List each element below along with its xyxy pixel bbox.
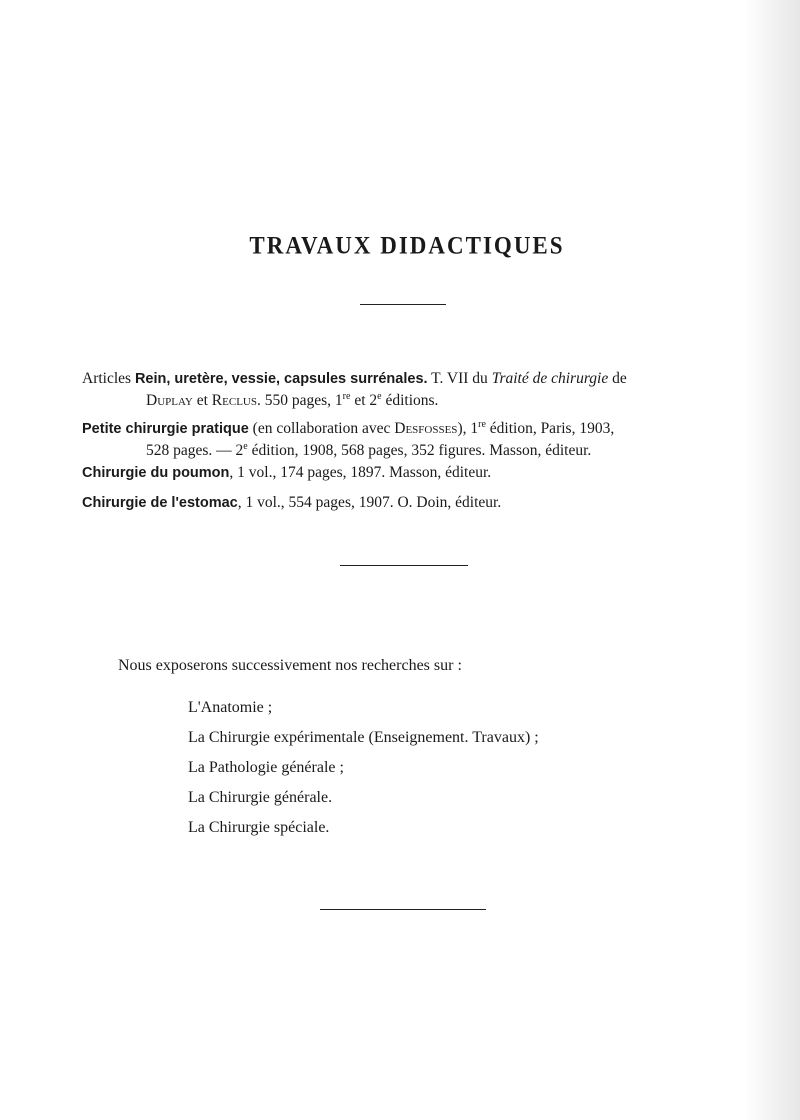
- list-item: La Chirurgie expérimentale (Enseignement. Travaux) ;: [188, 729, 539, 746]
- list-item: La Chirurgie spéciale.: [188, 819, 330, 836]
- entry-text: ), 1: [457, 420, 479, 437]
- page-title: TRAVAUX DIDACTIQUES: [249, 231, 565, 259]
- entry-text: et 2: [350, 392, 378, 409]
- entry-line: [82, 462, 732, 484]
- entry-bold-title: Chirurgie du poumon: [82, 465, 230, 481]
- entry-text: , 1 vol., 174 pages, 1897. Masson, éditeur.: [229, 464, 492, 481]
- entry-text: (en collaboration avec: [248, 420, 395, 437]
- entry-line: [82, 492, 732, 514]
- bibliography-entry: [82, 368, 732, 411]
- entry-line: [82, 440, 732, 461]
- superscript: e: [243, 440, 248, 452]
- list-item: La Pathologie générale ;: [188, 759, 344, 776]
- bibliography-entry: [82, 462, 732, 484]
- entry-text: éditions.: [381, 392, 439, 409]
- topic-list: [188, 693, 539, 843]
- entry-line: [82, 418, 732, 440]
- entry-text: édition, Paris, 1903,: [485, 420, 615, 437]
- superscript: re: [478, 418, 486, 430]
- entry-line: [82, 390, 732, 411]
- entry-text: , 1 vol., 554 pages, 1907. O. Doin, éditeur.: [237, 494, 502, 511]
- entry-text: Articles: [82, 370, 135, 387]
- entry-text: édition, 1908, 568 pages, 352 figures. Masson, éditeur.: [247, 442, 592, 459]
- entry-text: 528 pages. — 2: [146, 442, 244, 459]
- entry-text: de: [608, 370, 627, 387]
- entry-italic-title: Traité de chirurgie: [491, 370, 609, 387]
- divider-rule: [320, 909, 486, 910]
- bibliography-entry: [82, 492, 732, 514]
- entry-bold-title: Petite chirurgie pratique: [82, 421, 249, 437]
- bibliography-entry: [82, 418, 732, 461]
- entry-bold-title: Rein, uretère, vessie, capsules surrénales.: [134, 371, 428, 387]
- entry-line: [82, 368, 732, 390]
- divider-rule: [360, 304, 446, 305]
- divider-rule: [340, 565, 468, 566]
- entry-bold-title: Chirurgie de l'estomac: [82, 495, 238, 511]
- list-item: L'Anatomie ;: [188, 699, 273, 716]
- entry-text: . 550 pages, 1: [256, 392, 343, 409]
- author-name: Desfosses: [394, 420, 458, 437]
- author-name: Reclus: [211, 392, 257, 409]
- entry-text: et: [192, 392, 212, 409]
- list-item: La Chirurgie générale.: [188, 789, 333, 806]
- entry-text: T. VII du: [427, 370, 492, 387]
- superscript: re: [342, 390, 351, 402]
- superscript: e: [377, 390, 382, 402]
- author-name: Duplay: [146, 392, 193, 409]
- intro-sentence: Nous exposerons successivement nos recherches sur :: [118, 657, 462, 674]
